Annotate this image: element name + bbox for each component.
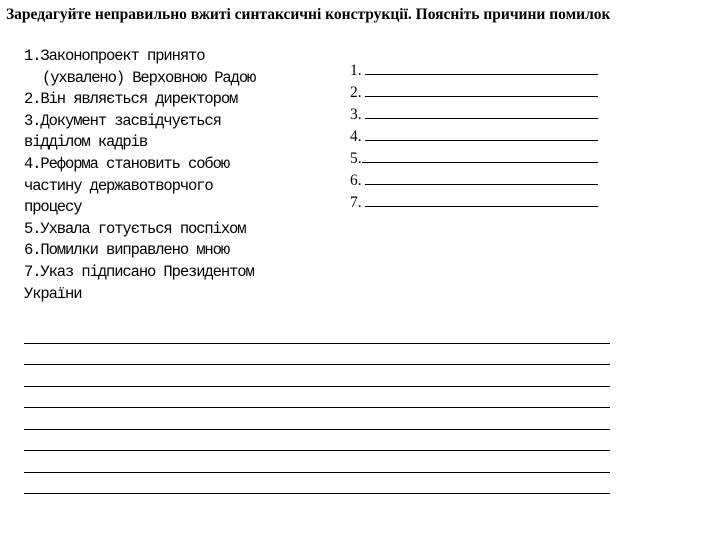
sentence-line: 3.Документ засвідчується — [24, 111, 221, 130]
answer-number: 5. — [350, 149, 362, 167]
answer-row — [350, 122, 610, 144]
answer-number: 7. — [350, 193, 362, 211]
sentence-line: частину державотворчого — [24, 176, 213, 195]
sentence-line: (ухвалено) Верховною Радою — [42, 68, 256, 87]
sentence-list — [24, 46, 324, 305]
sentence-line: 2.Він являється директором — [24, 90, 238, 109]
answer-number: 3. — [350, 105, 362, 123]
answer-blank[interactable] — [365, 184, 598, 185]
sentence-line: відділом кадрів — [24, 133, 148, 152]
sentence-line: України — [24, 284, 82, 303]
writing-line[interactable] — [24, 451, 610, 473]
writing-lines — [24, 322, 610, 494]
answer-row — [350, 188, 610, 210]
answer-blank[interactable] — [365, 74, 598, 75]
writing-line[interactable] — [24, 473, 610, 495]
page-title: Заредагуйте неправильно вжиті синтаксичні конструкції. Поясніть причини помилок — [6, 6, 611, 23]
sentence-line: 1.Законопроект принято — [24, 47, 205, 65]
answer-list — [350, 56, 610, 210]
sentence-line: 7.Указ підписано Президентом — [24, 262, 254, 281]
answer-number: 2. — [350, 83, 362, 101]
answer-blank[interactable] — [362, 162, 598, 163]
writing-line[interactable] — [24, 322, 610, 344]
answer-number: 1. — [350, 61, 362, 79]
writing-line[interactable] — [24, 344, 610, 366]
sentence-line: 6.Помилки виправлено мною — [24, 241, 230, 260]
answer-number: 4. — [350, 127, 362, 145]
answer-row — [350, 166, 610, 188]
answer-row — [350, 144, 610, 166]
writing-line[interactable] — [24, 365, 610, 387]
sentence-line: 5.Ухвала готується поспіхом — [24, 219, 246, 238]
answer-row — [350, 78, 610, 100]
answer-number: 6. — [350, 171, 362, 189]
writing-line[interactable] — [24, 408, 610, 430]
answer-blank[interactable] — [365, 118, 598, 119]
writing-line[interactable] — [24, 387, 610, 409]
writing-line[interactable] — [24, 430, 610, 452]
answer-blank[interactable] — [365, 206, 598, 207]
answer-row — [350, 100, 610, 122]
sentence-line: 4.Реформа становить собою — [24, 154, 230, 173]
sentence-line: процесу — [24, 198, 82, 217]
answer-blank[interactable] — [365, 140, 598, 141]
answer-row — [350, 56, 610, 78]
answer-blank[interactable] — [365, 96, 598, 97]
